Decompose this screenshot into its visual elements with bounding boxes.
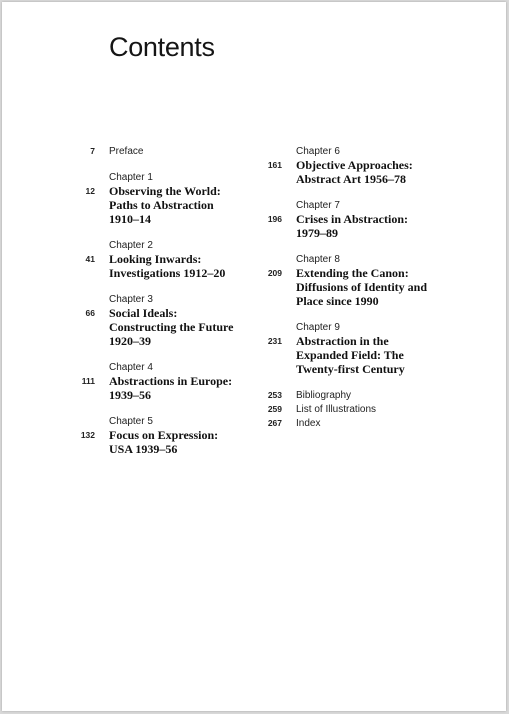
entry-title: Bibliography (296, 390, 352, 401)
chapter-title (296, 334, 449, 376)
page-number: 253 (267, 390, 282, 400)
chapter-title-line: Observing the World: (109, 184, 221, 198)
chapter-title-line: USA 1939–56 (109, 442, 178, 456)
chapter-title-line: Crises in Abstraction: (296, 212, 408, 226)
chapter-title-line: Diffusions of Identity and (296, 280, 428, 294)
page-number: 12 (85, 186, 95, 196)
chapter-title-line: 1920–39 (109, 334, 151, 348)
page-number: 231 (267, 336, 282, 346)
chapter-title-line: Constructing the Future (109, 320, 234, 334)
chapter-title (296, 266, 449, 308)
entry-title: Index (296, 418, 321, 429)
page-number: 66 (85, 308, 95, 318)
chapter-label: Chapter 6 (296, 146, 340, 157)
toc-entry-list-of-illustrations (249, 403, 449, 416)
chapter-label: Chapter 3 (109, 294, 153, 305)
chapter-title-line: Investigations 1912–20 (109, 266, 226, 280)
chapter-title-line: Objective Approaches: (296, 158, 413, 172)
chapter-title-line: 1979–89 (296, 226, 338, 240)
chapter-title-line: Looking Inwards: (109, 252, 202, 266)
page-number: 196 (267, 214, 282, 224)
chapter-title (109, 252, 262, 280)
toc-entry-chapter-5 (62, 415, 262, 456)
page-number: 41 (85, 254, 95, 264)
chapter-title-line: Twenty-first Century (296, 362, 405, 376)
chapter-title (296, 158, 449, 186)
chapter-title (296, 212, 449, 240)
chapter-title-line: Place since 1990 (296, 294, 379, 308)
toc-entry-chapter-9 (249, 321, 449, 376)
entry-title: Preface (109, 146, 144, 157)
chapter-label: Chapter 9 (296, 322, 340, 333)
toc-entry-chapter-6 (249, 145, 449, 186)
chapter-title-line: Paths to Abstraction (109, 198, 214, 212)
page-number: 132 (80, 430, 95, 440)
chapter-label: Chapter 1 (109, 172, 153, 183)
page-number: 259 (267, 404, 282, 414)
entry-title: List of Illustrations (296, 404, 377, 415)
page-number: 209 (267, 268, 282, 278)
chapter-label: Chapter 7 (296, 200, 340, 211)
page-number: 267 (267, 418, 282, 428)
toc-entry-index (249, 417, 449, 430)
page-number: 161 (267, 160, 282, 170)
toc-entry-chapter-8 (249, 253, 449, 308)
chapter-title-line: Abstract Art 1956–78 (296, 172, 406, 186)
toc-entry-bibliography (249, 389, 449, 402)
chapter-label: Chapter 5 (109, 416, 153, 427)
chapter-title-line: Extending the Canon: (296, 266, 409, 280)
toc-entry-chapter-2 (62, 239, 262, 280)
toc-entry-chapter-7 (249, 199, 449, 240)
page-number: 7 (90, 146, 95, 156)
chapter-title-line: Abstraction in the (296, 334, 389, 348)
toc-entry-chapter-1 (62, 171, 262, 226)
chapter-label: Chapter 2 (109, 240, 153, 251)
chapter-title (109, 374, 262, 402)
toc-entry-preface (62, 145, 262, 158)
chapter-title-line: Abstractions in Europe: (109, 374, 233, 388)
chapter-title-line: 1910–14 (109, 212, 151, 226)
contents-left-column (62, 145, 262, 469)
chapter-title (109, 306, 262, 348)
chapter-title-line: Expanded Field: The (296, 348, 404, 362)
chapter-title (109, 428, 262, 456)
toc-entry-chapter-4 (62, 361, 262, 402)
page-title: Contents (109, 32, 215, 62)
book-page (2, 2, 506, 711)
chapter-label: Chapter 4 (109, 362, 153, 373)
chapter-title-line: Focus on Expression: (109, 428, 219, 442)
page-number: 111 (81, 376, 95, 386)
contents-right-column (249, 145, 449, 431)
toc-entry-chapter-3 (62, 293, 262, 348)
chapter-label: Chapter 8 (296, 254, 340, 265)
chapter-title (109, 184, 262, 226)
chapter-title-line: Social Ideals: (109, 306, 178, 320)
chapter-title-line: 1939–56 (109, 388, 151, 402)
